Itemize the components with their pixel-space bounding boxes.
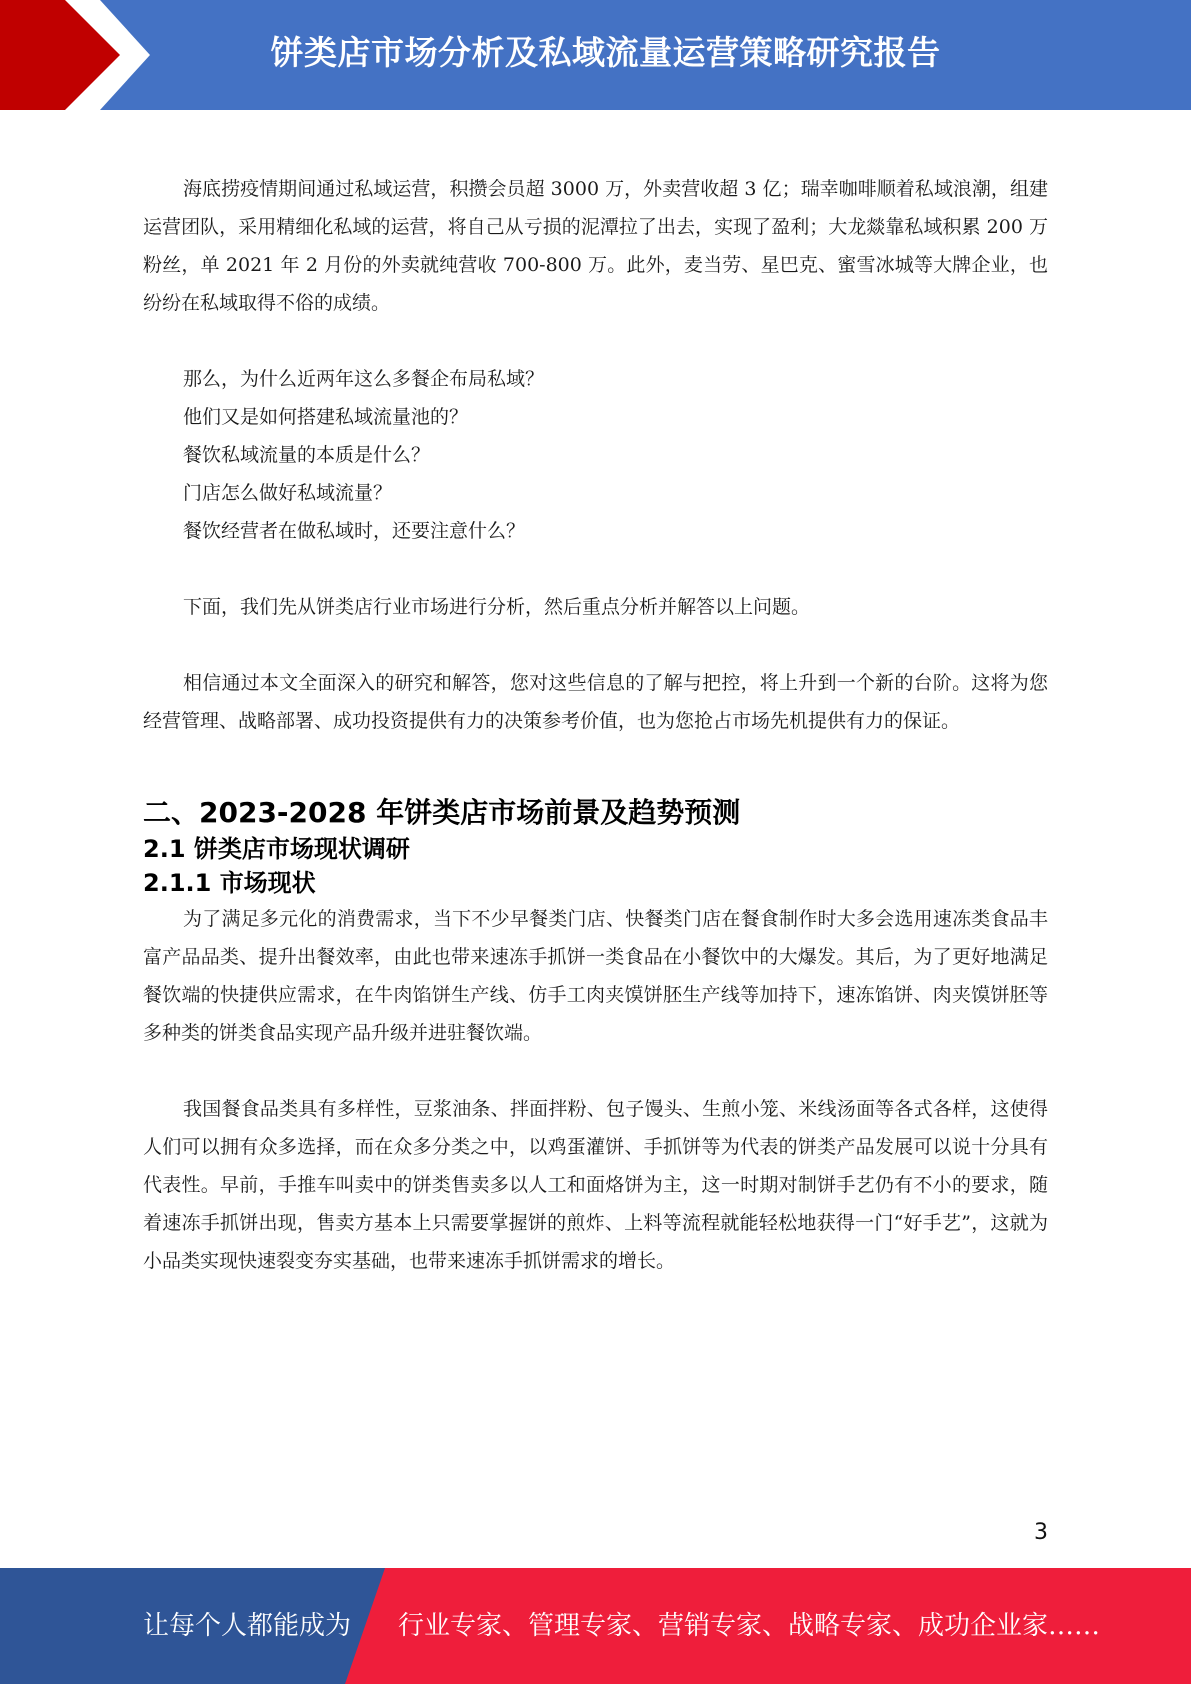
- market-paragraph: 我国餐食品类具有多样性，豆浆油条、拌面拌粉、包子馒头、生煎小笼、米线汤面等各式各样，这使得人们可以拥有众多选择，而在众多分类之中，以鸡蛋灌饼、手抓饼等为代表的饼类产品发展可以说十分具有代表性。早前，手推车叫卖中的饼类售卖多以人工和面烙饼为主，这一时期对制饼手艺仍有不小的要求，随着速冻手抓饼出现，售卖方基本上只需要掌握饼的煎炸、上料等流程就能轻松地获得一门“好手艺”，这就为小品类实现快速裂变夯实基础，也带来速冻手抓饼需求的增长。: [143, 1098, 1048, 1272]
- subsection-heading: 2.1 饼类店市场现状调研: [143, 835, 410, 863]
- question-item: 他们又是如何搭建私域流量池的？: [183, 406, 469, 428]
- footer-slogan-left: 让每个人都能成为: [143, 1611, 352, 1641]
- intro-paragraph: 海底捞疫情期间通过私域运营，积攒会员超 3000 万，外卖营收超 3 亿；瑞幸咖啡顺着私域浪潮，组建运营团队，采用精细化私域的运营，将自己从亏损的泥潭拉了出去，实现了盈利；大龙燚靠私域积累 200 万粉丝，单 2021 年 2 月份的外卖就纯营收 700-800 万。此外，麦当劳、星巴克、蜜雪冰城等大牌企业，也纷纷在私域取得不俗的成绩。: [143, 178, 1048, 314]
- page-number: 3: [1034, 1520, 1048, 1545]
- market-paragraph: 为了满足多元化的消费需求，当下不少早餐类门店、快餐类门店在餐食制作时大多会选用速冻类食品丰富产品品类、提升出餐效率，由此也带来速冻手抓饼一类食品在小餐饮中的大爆发。其后，为了更好地满足餐饮端的快捷供应需求，在牛肉馅饼生产线、仿手工肉夹馍饼胚生产线等加持下，速冻馅饼、肉夹馍饼胚等多种类的饼类食品实现产品升级并进驻餐饮端。: [143, 908, 1048, 1044]
- value-paragraph: 相信通过本文全面深入的研究和解答，您对这些信息的了解与把控，将上升到一个新的台阶。这将为您经营管理、战略部署、成功投资提供有力的决策参考价值，也为您抢占市场先机提供有力的保证。: [143, 672, 1048, 732]
- page-footer: [0, 1568, 1191, 1684]
- transition-paragraph: 下面，我们先从饼类店行业市场进行分析，然后重点分析并解答以上问题。: [183, 596, 811, 618]
- section-heading: 二、2023-2028 年饼类店市场前景及趋势预测: [143, 796, 741, 829]
- question-item: 门店怎么做好私域流量？: [183, 482, 393, 504]
- subsubsection-heading: 2.1.1 市场现状: [143, 869, 316, 897]
- question-list: [143, 360, 1048, 550]
- question-item: 餐饮私域流量的本质是什么？: [183, 444, 431, 466]
- page-content: [143, 170, 1048, 1280]
- question-item: 那么，为什么近两年这么多餐企布局私域？: [183, 368, 545, 390]
- report-title: 饼类店市场分析及私域流量运营策略研究报告: [270, 33, 941, 72]
- question-item: 餐饮经营者在做私域时，还要注意什么？: [183, 520, 526, 542]
- page-header: [0, 0, 1191, 110]
- footer-slogan-right: 行业专家、管理专家、营销专家、战略专家、成功企业家……: [398, 1611, 1101, 1641]
